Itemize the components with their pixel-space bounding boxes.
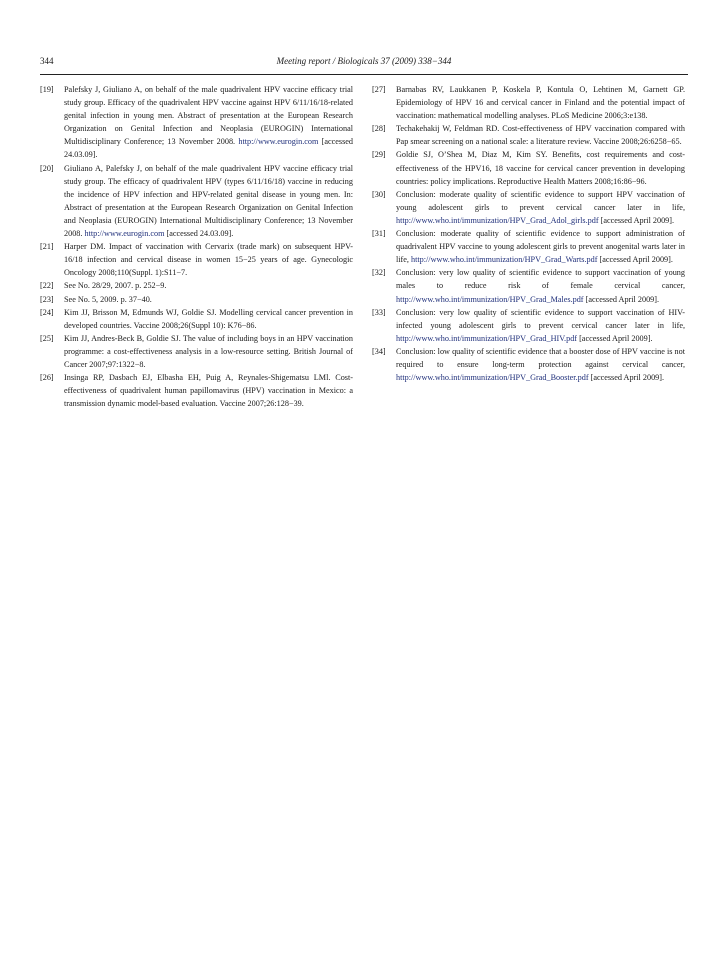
reference-text: Kim JJ, Brisson M, Edmunds WJ, Goldie SJ. Modelling cervical cancer prevention in developed countries. Vaccine 2008;26(Suppl 10): K76−86.	[64, 307, 353, 330]
reference-item	[372, 266, 685, 305]
reference-link[interactable]: http://www.who.int/immunization/HPV_Grad_Booster.pdf	[396, 373, 589, 383]
reference-link[interactable]: http://www.who.int/immunization/HPV_Grad_Males.pdf	[396, 294, 584, 304]
reference-text: Techakehakij W, Feldman RD. Cost-effectiveness of HPV vaccination compared with Pap smear screening on a national scale: a literature review. Vaccine 2008;26:6258−65.	[396, 124, 685, 147]
reference-text: Kim JJ, Andres-Beck B, Goldie SJ. The value of including boys in an HPV vaccination programme: a cost-effectiveness analysis in a low-resource setting. British Journal of Cancer 2007;97:1322−8.	[64, 333, 353, 369]
reference-item	[40, 279, 353, 292]
reference-text: [accessed 24.03.09].	[64, 137, 353, 160]
reference-text: Conclusion: moderate quality of scientific evidence to support HPV vaccination of young adolescent girls to prevent cervical cancer later in life,	[396, 189, 685, 212]
reference-number: [19]	[40, 85, 54, 94]
reference-item	[40, 240, 353, 279]
reference-number: [23]	[40, 294, 54, 304]
reference-item	[40, 162, 353, 241]
reference-text: [accessed April 2009].	[583, 294, 660, 304]
reference-number: [27]	[372, 85, 386, 94]
reference-link[interactable]: http://www.eurogin.com	[238, 137, 319, 147]
reference-number: [31]	[372, 229, 386, 239]
reference-text: See No. 5, 2009. p. 37−40.	[64, 294, 152, 304]
reference-number: [21]	[40, 242, 54, 252]
header-rule	[40, 74, 688, 75]
reference-item	[372, 227, 685, 266]
running-head: Meeting report / Biologicals 37 (2009) 338−344	[276, 56, 452, 66]
reference-item	[40, 371, 353, 410]
reference-text: Insinga RP, Dasbach EJ, Elbasha EH, Puig A, Reynales-Shigematsu LMl. Cost-effectiveness of quadrivalent human papillomavirus (HPV) vaccination in Mexico: a transmission dynamic model-based evaluation. Vaccine 2007;26:128−39.	[64, 373, 353, 409]
reference-text: Goldie SJ, O’Shea M, Diaz M, Kim SY. Benefits, cost requirements and cost-effectiveness of the HPV16, 18 vaccine for cervical cancer prevention in developing countries: policy implications. Reproductive Health Matters 2008;16:86−96.	[396, 150, 685, 186]
reference-link[interactable]: http://www.who.int/immunization/HPV_Grad_HIV.pdf	[396, 333, 578, 343]
references-right-column	[372, 83, 685, 384]
reference-number: [22]	[40, 281, 54, 291]
reference-item	[40, 332, 353, 371]
reference-text: Conclusion: very low quality of scientific evidence to support vaccination of young males to reduce risk of female cervical cancer,	[396, 268, 685, 291]
reference-item	[372, 122, 685, 148]
reference-text: Conclusion: low quality of scientific evidence that a booster dose of HPV vaccine is not required to ensure long-term protection against cervical cancer,	[396, 346, 685, 369]
page-number: 344	[40, 56, 54, 66]
reference-item	[372, 148, 685, 187]
reference-number: [25]	[40, 333, 54, 343]
reference-number: [26]	[40, 373, 54, 383]
reference-number: [32]	[372, 268, 386, 278]
reference-item	[40, 83, 353, 162]
reference-item	[40, 306, 353, 332]
reference-number: [29]	[372, 150, 386, 160]
reference-text: Harper DM. Impact of vaccination with Cervarix (trade mark) on subsequent HPV-16/18 infection and cervical disease in women 15−25 years of age. Gynecologic Oncology 2008;110(Suppl. 1):S11−7.	[64, 242, 353, 278]
reference-item	[372, 345, 685, 384]
reference-text: Giuliano A, Palefsky J, on behalf of the male quadrivalent HPV vaccine efficacy trial study group. The efficacy of quadrivalent HPV (types 6/11/16/18) vaccine in reducing the incidence of HPV infection and HPV-related genital disease in young men. In: Abstract of presentation at the European Research Organization on Genital Infection and Neoplasia (EUROGIN) International Multidisciplinary Conference; 13 November 2008.	[64, 163, 353, 239]
reference-link[interactable]: http://www.eurogin.com	[84, 229, 165, 239]
reference-item	[40, 293, 353, 306]
reference-text: Palefsky J, Giuliano A, on behalf of the male quadrivalent HPV vaccine efficacy trial study group. Efficacy of the quadrivalent HPV vaccine against HPV 6/11/16/18-related genital infection in young men. Abstract of presentation at the European Research Organization on Genital Infection and Neoplasia (EUROGIN) International Multidisciplinary Conference; 13 November 2008.	[64, 85, 353, 147]
reference-number: [28]	[372, 124, 386, 134]
reference-text: See No. 28/29, 2007. p. 252−9.	[64, 281, 167, 291]
reference-number: [34]	[372, 346, 386, 356]
reference-number: [33]	[372, 307, 386, 317]
reference-text: Conclusion: very low quality of scientific evidence to support vaccination of HIV-infected young adolescent girls to prevent cervical cancer later in life,	[396, 307, 685, 330]
reference-item	[372, 306, 685, 345]
reference-text: [accessed 24.03.09].	[164, 229, 234, 239]
reference-number: [24]	[40, 307, 54, 317]
reference-text: [accessed April 2009].	[598, 215, 675, 225]
reference-text: Conclusion: moderate quality of scientific evidence to support administration of quadrivalent HPV vaccine to young adolescent girls to prevent anogenital warts later in life,	[396, 229, 685, 265]
reference-text: Barnabas RV, Laukkanen P, Koskela P, Kontula O, Lehtinen M, Garnett GP. Epidemiology of HPV 16 and cervical cancer in Finland and the potential impact of vaccination: mathematical modelling analyses. PLoS Medicine 2006;3:e138.	[396, 85, 685, 121]
references-left-column	[40, 83, 353, 410]
reference-text: [accessed April 2009].	[597, 255, 673, 265]
reference-link[interactable]: http://www.who.int/immunization/HPV_Grad_Adol_girls.pdf	[396, 215, 599, 225]
reference-item	[372, 83, 685, 122]
reference-text: [accessed April 2009].	[577, 333, 653, 343]
reference-text: [accessed April 2009].	[588, 373, 665, 383]
reference-link[interactable]: http://www.who.int/immunization/HPV_Grad_Warts.pdf	[411, 255, 598, 265]
reference-number: [20]	[40, 163, 54, 173]
reference-number: [30]	[372, 189, 386, 199]
reference-item	[372, 188, 685, 227]
